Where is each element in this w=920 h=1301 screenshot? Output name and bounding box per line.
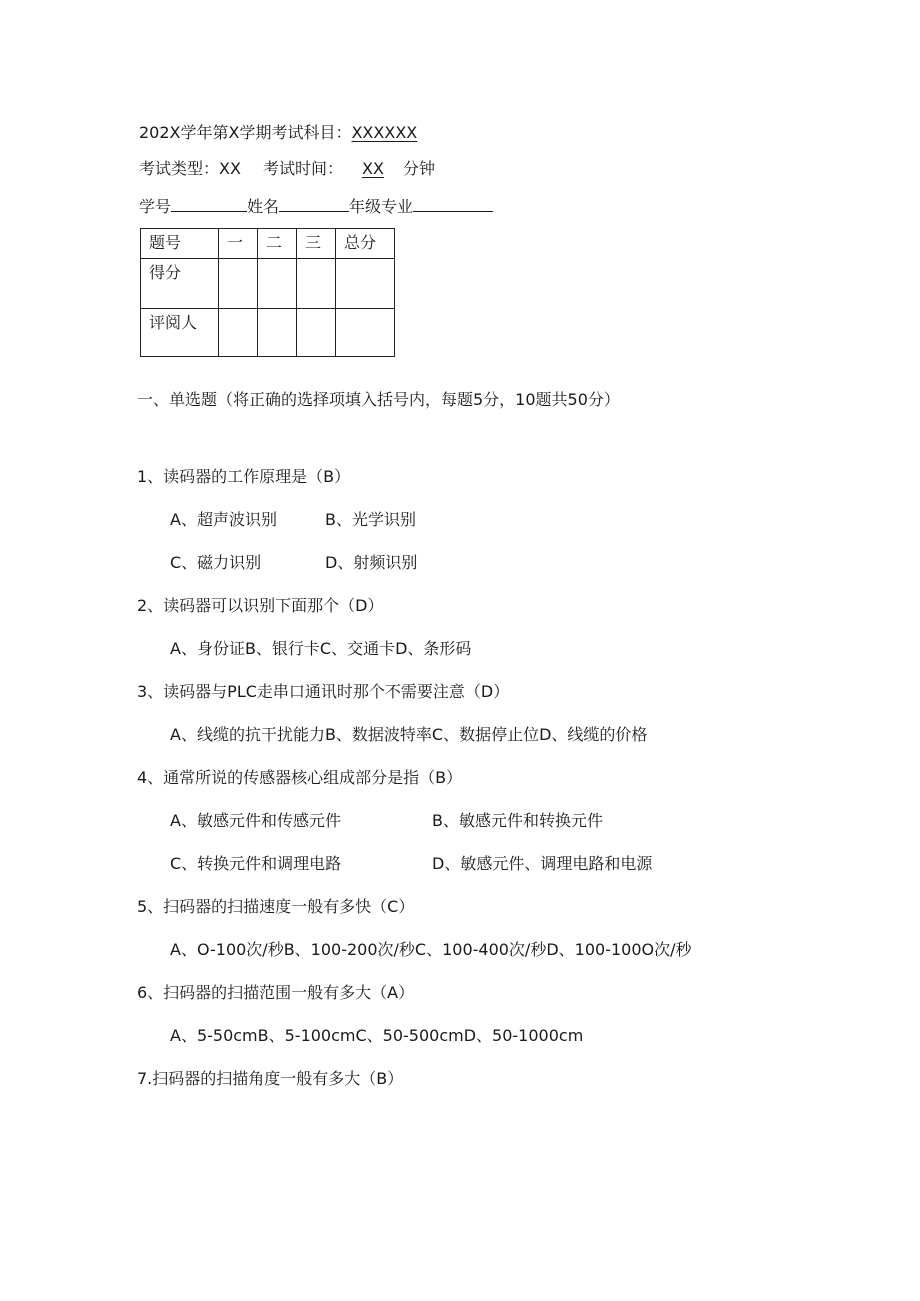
q4-option-d: D、敏感元件、调理电路和电源 <box>432 854 653 873</box>
subject-label: 202X学年第X学期考试科目： <box>139 123 352 142</box>
name-blank[interactable] <box>279 195 349 212</box>
question-4: 4、通常所说的传感器核心组成部分是指（B） <box>137 768 463 787</box>
score-row <box>141 259 395 309</box>
grade-major-blank[interactable] <box>413 195 493 212</box>
q1-option-c: C、磁力识别 <box>170 553 262 572</box>
q1-option-d: D、射频识别 <box>325 553 418 572</box>
exam-time-value: XX <box>361 159 384 178</box>
exam-info-line <box>139 156 435 179</box>
score-table-header: 二 <box>258 229 297 259</box>
q4-option-b: B、敏感元件和转换元件 <box>432 811 603 830</box>
exam-time-unit: 分钟 <box>402 159 435 178</box>
reviewer-cell[interactable] <box>336 309 395 357</box>
question-1: 1、读码器的工作原理是（B） <box>137 467 351 486</box>
q2-options: A、身份证B、银行卡C、交通卡D、条形码 <box>170 639 472 658</box>
score-table <box>140 228 395 357</box>
reviewer-cell[interactable] <box>297 309 336 357</box>
exam-time-label: 考试时间： <box>262 159 343 178</box>
reviewer-cell[interactable] <box>258 309 297 357</box>
score-cell[interactable] <box>219 259 258 309</box>
grade-major-label: 年级专业 <box>349 197 414 216</box>
question-7: 7.扫码器的扫描角度一般有多大（B） <box>137 1069 404 1088</box>
q5-options: A、O-100次/秒B、100-200次/秒C、100-400次/秒D、100-100O次/秒 <box>170 940 692 959</box>
reviewer-row-label: 评阅人 <box>141 309 219 357</box>
exam-type-value: XX <box>219 159 241 178</box>
reviewer-cell[interactable] <box>219 309 258 357</box>
question-5: 5、扫码器的扫描速度一般有多快（C） <box>137 897 415 916</box>
score-cell[interactable] <box>258 259 297 309</box>
exam-type-label: 考试类型： <box>139 159 220 178</box>
question-6: 6、扫码器的扫描范围一般有多大（A） <box>137 983 415 1002</box>
subject-line <box>139 120 417 143</box>
score-table-header: 题号 <box>141 229 219 259</box>
q1-option-a: A、超声波识别 <box>170 510 277 529</box>
score-table-header: 一 <box>219 229 258 259</box>
section-one-title: 一、单选题（将正确的选择项填入括号内，每题5分，10题共50分） <box>137 390 620 409</box>
q4-option-c: C、转换元件和调理电路 <box>170 854 342 873</box>
student-info-line <box>139 194 493 217</box>
q3-options: A、线缆的抗干扰能力B、数据波特率C、数据停止位D、线缆的价格 <box>170 725 648 744</box>
question-3: 3、读码器与PLC走串口通讯时那个不需要注意（D） <box>137 682 510 701</box>
score-table-header-row <box>141 229 395 259</box>
score-cell[interactable] <box>297 259 336 309</box>
score-table-header: 三 <box>297 229 336 259</box>
q6-options: A、5-50cmB、5-100cmC、50-500cmD、50-1000cm <box>170 1026 584 1045</box>
student-id-blank[interactable] <box>171 195 247 212</box>
subject-value: XXXXXX <box>351 123 418 142</box>
q1-option-b: B、光学识别 <box>325 510 416 529</box>
student-id-label: 学号 <box>139 197 172 216</box>
score-table-header: 总分 <box>336 229 395 259</box>
score-row-label: 得分 <box>141 259 219 309</box>
name-label: 姓名 <box>247 197 280 216</box>
reviewer-row <box>141 309 395 357</box>
question-2: 2、读码器可以识别下面那个（D） <box>137 596 384 615</box>
q4-option-a: A、敏感元件和传感元件 <box>170 811 341 830</box>
score-cell[interactable] <box>336 259 395 309</box>
